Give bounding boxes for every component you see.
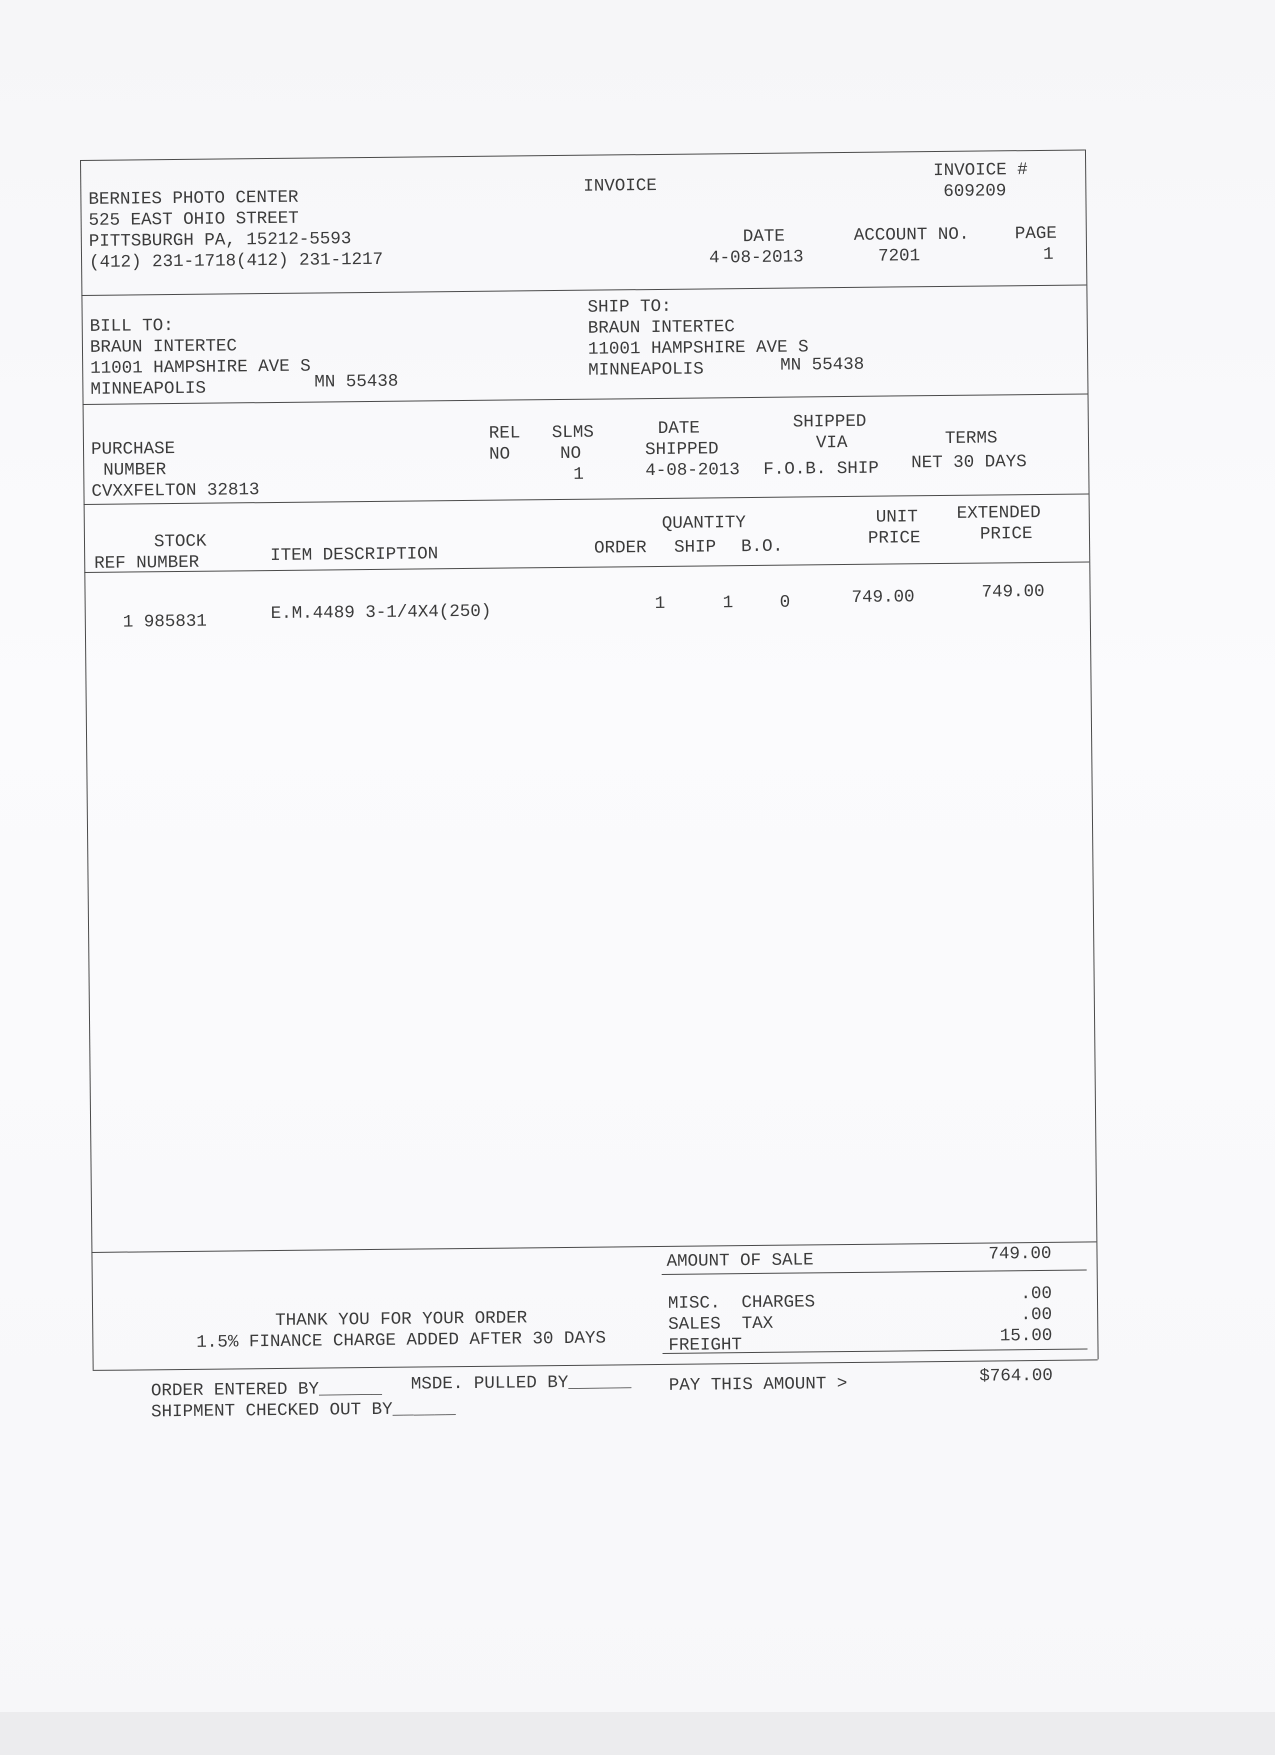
sales-tax-label: SALES TAX	[668, 1313, 774, 1335]
date-value: 4-08-2013	[708, 247, 804, 269]
item-back-ordered: 0	[779, 592, 791, 613]
po-label-line2: NUMBER	[103, 460, 167, 481]
extended-price-header-line1: EXTENDED	[956, 502, 1041, 524]
seller-street: 525 EAST OHIO STREET	[88, 208, 299, 231]
shipped-via-label-line1: SHIPPED	[792, 411, 867, 433]
pay-this-amount-value: $764.00	[979, 1365, 1053, 1387]
shipped-via-value: F.O.B. SHIP	[763, 458, 879, 480]
slms-label-line1: SLMS	[551, 422, 595, 444]
finance-charge-note: 1.5% FINANCE CHARGE ADDED AFTER 30 DAYS	[196, 1328, 607, 1353]
item-quantity-shipped: 1	[722, 593, 734, 614]
shipment-checked-out-by: SHIPMENT CHECKED OUT BY______	[151, 1399, 456, 1423]
date-shipped-value: 4-08-2013	[645, 460, 740, 482]
quantity-header: QUANTITY	[661, 513, 746, 534]
seller-phones: (412) 231-1718(412) 231-1217	[88, 249, 384, 273]
stock-header: STOCK	[153, 531, 207, 553]
item-quantity-ordered: 1	[654, 593, 666, 615]
page-number-label: PAGE	[1014, 223, 1057, 245]
item-description: E.M.4489 3-1/4X4(250)	[270, 601, 492, 625]
slms-label-line2: NO	[560, 443, 582, 464]
invoice-number-label: INVOICE #	[933, 160, 1028, 182]
unit-price-header-line2: PRICE	[867, 528, 921, 549]
invoice-number-value: 609209	[943, 181, 1007, 202]
rel-label-line2: NO	[489, 444, 511, 465]
bill-to-street: 11001 HAMPSHIRE AVE S	[90, 356, 311, 379]
terms-value: NET 30 DAYS	[911, 452, 1027, 474]
date-label: DATE	[742, 226, 785, 248]
shipped-via-label-line2: VIA	[815, 432, 848, 454]
ship-to-street: 11001 HAMPSHIRE AVE S	[587, 337, 809, 360]
item-description-header: ITEM DESCRIPTION	[270, 544, 439, 567]
document-title: INVOICE	[583, 175, 657, 197]
amount-of-sale-label: AMOUNT OF SALE	[666, 1250, 814, 1272]
ship-to-label: SHIP TO:	[587, 296, 672, 318]
msde-pulled-by: MSDE. PULLED BY______	[410, 1372, 632, 1395]
item-unit-price: 749.00	[851, 587, 915, 608]
item-ref-number: 1 985831	[122, 611, 207, 633]
bill-to-name: BRAUN INTERTEC	[89, 336, 238, 358]
ship-header: SHIP	[673, 537, 717, 558]
bill-to-label: BILL TO:	[89, 316, 174, 337]
ref-number-header: REF NUMBER	[94, 552, 200, 574]
page-bottom-edge	[0, 1712, 1275, 1755]
date-shipped-label-line2: SHIPPED	[644, 439, 719, 461]
page-number-value: 1	[1042, 244, 1054, 265]
back-order-header: B.O.	[740, 536, 784, 558]
seller-city: PITTSBURGH PA, 15212-5593	[88, 229, 352, 252]
freight-label: FREIGHT	[668, 1335, 743, 1356]
slms-value: 1	[573, 464, 584, 485]
date-shipped-label-line1: DATE	[657, 418, 700, 439]
sales-tax-value: .00	[1020, 1304, 1053, 1326]
misc-charges-label: MISC. CHARGES	[667, 1292, 816, 1314]
bill-to-city: MINNEAPOLIS	[90, 378, 207, 400]
order-entered-by: ORDER ENTERED BY______	[150, 1378, 383, 1402]
account-number-value: 7201	[877, 246, 921, 267]
account-number-label: ACCOUNT NO.	[853, 224, 970, 246]
unit-price-header-line1: UNIT	[875, 507, 918, 528]
misc-charges-value: .00	[1020, 1283, 1053, 1305]
thank-you-message: THANK YOU FOR YOUR ORDER	[275, 1308, 528, 1332]
ship-to-state-zip: MN 55438	[780, 354, 865, 376]
item-extended-price: 749.00	[981, 581, 1045, 603]
freight-value: 15.00	[999, 1325, 1053, 1347]
bill-to-state-zip: MN 55438	[314, 371, 399, 393]
amount-of-sale-value: 749.00	[988, 1243, 1052, 1265]
po-label-line1: PURCHASE	[90, 439, 176, 460]
rel-label-line1: REL	[488, 423, 521, 444]
ship-to-city: MINNEAPOLIS	[588, 359, 704, 381]
extended-price-header-line2: PRICE	[979, 524, 1033, 545]
po-value: CVXXFELTON 32813	[91, 480, 260, 502]
ship-to-name: BRAUN INTERTEC	[587, 317, 735, 339]
pay-this-amount-label: PAY THIS AMOUNT >	[668, 1374, 848, 1396]
terms-label: TERMS	[944, 428, 998, 449]
seller-name: BERNIES PHOTO CENTER	[88, 187, 299, 210]
order-header: ORDER	[593, 538, 647, 559]
